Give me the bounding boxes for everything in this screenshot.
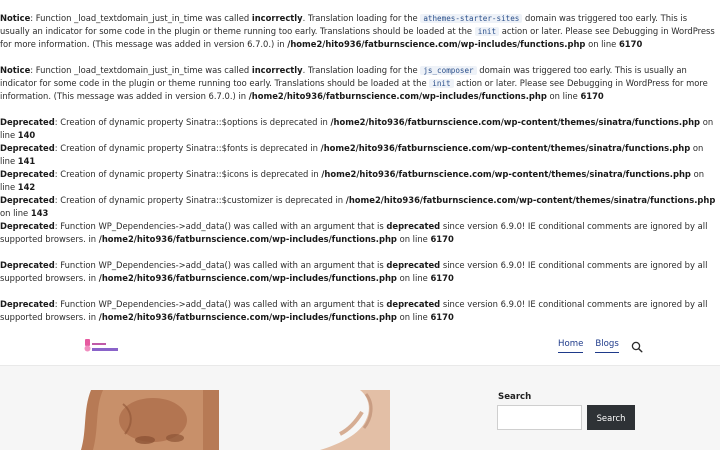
bold-text: Deprecated bbox=[0, 260, 55, 270]
bold-text: Notice bbox=[0, 13, 31, 23]
main-content bbox=[0, 366, 720, 450]
deprecated-message bbox=[0, 220, 720, 246]
bold-text: deprecated bbox=[386, 299, 441, 309]
post-thumbnail-image[interactable] bbox=[310, 390, 390, 450]
bold-text: 6170 bbox=[430, 312, 454, 323]
bold-text: 141 bbox=[17, 156, 36, 167]
site-header bbox=[0, 333, 720, 366]
sidebar-search-title: Search bbox=[498, 392, 532, 402]
message-text: : Function WP_Dependencies->add_data() was called with an argument that is bbox=[54, 260, 387, 270]
bold-text: /home2/hito936/fatburnscience.com/wp-content/themes/sinatra/functions.php bbox=[330, 117, 701, 127]
bold-text: /home2/hito936/fatburnscience.com/wp-includes/functions.php bbox=[287, 39, 586, 50]
bold-text: 6170 bbox=[580, 91, 604, 102]
deprecated-message bbox=[0, 259, 720, 285]
main-nav bbox=[558, 338, 643, 353]
message-text: . Translation loading for the bbox=[302, 13, 421, 23]
search-icon[interactable] bbox=[631, 341, 643, 353]
bold-text: Deprecated bbox=[0, 221, 55, 231]
bold-text: incorrectly bbox=[251, 13, 303, 23]
message-text: on line bbox=[396, 234, 431, 245]
bold-text: /home2/hito936/fatburnscience.com/wp-content/themes/sinatra/functions.php bbox=[345, 195, 716, 205]
deprecated-message bbox=[0, 194, 720, 220]
nav-home[interactable]: Home bbox=[558, 338, 583, 353]
bold-text: deprecated bbox=[386, 221, 441, 231]
bold-text: incorrectly bbox=[251, 65, 303, 75]
bold-text: Deprecated bbox=[0, 117, 55, 127]
code-text: init bbox=[475, 27, 499, 36]
message-text: : Function WP_Dependencies->add_data() was called with an argument that is bbox=[54, 221, 387, 231]
bold-text: /home2/hito936/fatburnscience.com/wp-content/themes/sinatra/functions.php bbox=[320, 143, 691, 153]
bold-text: 143 bbox=[30, 208, 49, 219]
message-text: on line bbox=[396, 312, 431, 323]
message-text: on line bbox=[0, 208, 31, 219]
message-text: on line bbox=[396, 273, 431, 284]
bold-text: Deprecated bbox=[0, 169, 55, 179]
message-text: on line bbox=[0, 169, 705, 193]
sidebar-search-input[interactable] bbox=[497, 405, 582, 430]
bold-text: Deprecated bbox=[0, 299, 55, 309]
bold-text: /home2/hito936/fatburnscience.com/wp-content/themes/sinatra/functions.php bbox=[321, 169, 691, 179]
deprecated-message bbox=[0, 298, 720, 324]
message-text: : Function _load_textdomain_just_in_time was called bbox=[30, 13, 252, 23]
bold-text: 142 bbox=[17, 182, 36, 193]
bold-text: 6170 bbox=[430, 234, 454, 245]
message-text: . Translation loading for the bbox=[302, 65, 421, 75]
bold-text: /home2/hito936/fatburnscience.com/wp-includes/functions.php bbox=[98, 273, 397, 284]
message-text: action or later. Please see Debugging in WordPress for more information. (This message was added in version 6.7.0.) in bbox=[0, 78, 708, 102]
message-text: since version 6.9.0! IE conditional comments are ignored by all supported browsers. in bbox=[0, 260, 708, 284]
deprecated-message bbox=[0, 168, 720, 194]
post-thumbnail-image[interactable] bbox=[63, 390, 219, 450]
message-text: : Creation of dynamic property Sinatra::$icons is deprecated in bbox=[54, 169, 322, 179]
message-text: : Creation of dynamic property Sinatra::$customizer is deprecated in bbox=[54, 195, 346, 205]
message-text: domain was triggered too early. This is usually an indicator for some code in the plugin or theme running too early. Translations should be loaded at the bbox=[0, 13, 688, 37]
message-text: domain was triggered too early. This is usually an indicator for some code in the plugin or theme running too early. Translations should be loaded at the bbox=[0, 65, 687, 89]
bold-text: Deprecated bbox=[0, 195, 55, 205]
bold-text: 6170 bbox=[430, 273, 454, 284]
bold-text: deprecated bbox=[386, 260, 441, 270]
message-text: : Creation of dynamic property Sinatra::$options is deprecated in bbox=[54, 117, 331, 127]
code-text: js_composer bbox=[420, 66, 476, 75]
sidebar-search-button[interactable]: Search bbox=[587, 405, 635, 430]
message-text: : Function _load_textdomain_just_in_time was called bbox=[30, 65, 252, 75]
message-text: since version 6.9.0! IE conditional comments are ignored by all supported browsers. in bbox=[0, 299, 708, 323]
message-text: on line bbox=[546, 91, 581, 102]
code-text: init bbox=[429, 79, 453, 88]
deprecated-message bbox=[0, 142, 720, 168]
bold-text: 6170 bbox=[618, 39, 643, 50]
code-text: athemes-starter-sites bbox=[420, 14, 522, 23]
bold-text: Deprecated bbox=[0, 143, 55, 153]
message-text: on line bbox=[0, 117, 714, 141]
bold-text: /home2/hito936/fatburnscience.com/wp-includes/functions.php bbox=[98, 312, 397, 323]
bold-text: /home2/hito936/fatburnscience.com/wp-includes/functions.php bbox=[98, 234, 397, 245]
message-text: since version 6.9.0! IE conditional comments are ignored by all supported browsers. in bbox=[0, 221, 708, 245]
message-text: : Creation of dynamic property Sinatra::$fonts is deprecated in bbox=[54, 143, 321, 153]
message-text: : Function WP_Dependencies->add_data() was called with an argument that is bbox=[54, 299, 387, 309]
message-text: on line bbox=[585, 39, 619, 50]
bold-text: Notice bbox=[0, 65, 31, 75]
logo-icon bbox=[83, 338, 121, 354]
notice-message bbox=[0, 12, 720, 52]
notice-message bbox=[0, 64, 720, 104]
site-logo[interactable] bbox=[83, 338, 121, 354]
bold-text: 140 bbox=[17, 130, 36, 141]
message-text: on line bbox=[0, 143, 704, 167]
bold-text: /home2/hito936/fatburnscience.com/wp-includes/functions.php bbox=[248, 91, 547, 102]
deprecated-message bbox=[0, 116, 720, 142]
message-text: action or later. Please see Debugging in WordPress for more information. (This message was added in version 6.7.0.) in bbox=[0, 26, 715, 50]
nav-blogs[interactable]: Blogs bbox=[595, 338, 618, 353]
